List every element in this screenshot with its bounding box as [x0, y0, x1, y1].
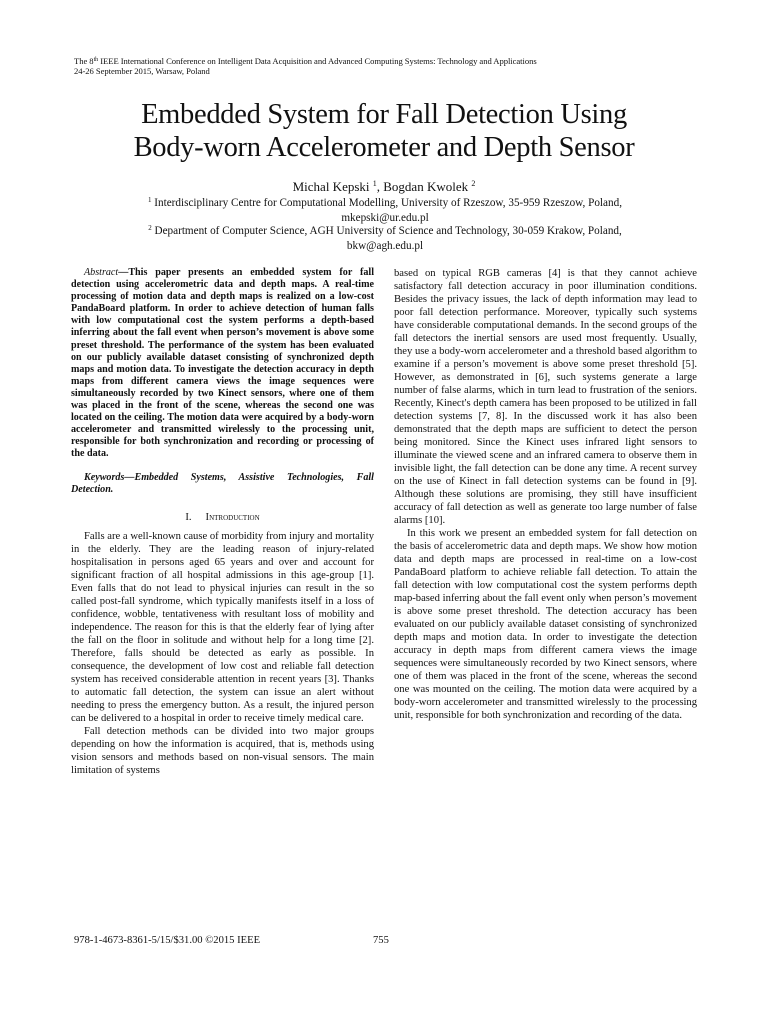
conference-name-rest: IEEE International Conference on Intelligent Data Acquisition and Advanced Computing Systems: Technology and Applications [98, 56, 537, 66]
section-title-initial: I [205, 511, 210, 523]
author-2-affiliation-mark: 2 [471, 179, 476, 188]
conference-header [74, 56, 694, 76]
paper-title [60, 98, 708, 164]
author-separator: , [376, 179, 384, 194]
author-2: Bogdan Kwolek [383, 179, 472, 194]
page-number: 755 [373, 935, 389, 946]
affiliation-2-email: bkw@agh.edu.pl [346, 240, 424, 252]
author-1-affiliation-mark: 1 [372, 179, 377, 188]
section-number: I. [185, 511, 192, 523]
section-heading-introduction [71, 511, 374, 524]
abstract [71, 267, 374, 461]
footer-isbn: 978-1-4673-8361-5/15/$31.00 ©2015 IEEE [74, 935, 261, 946]
conference-dates: 24-26 September 2015, Warsaw, Poland [74, 66, 210, 76]
affiliation-1-mark: 1 [147, 196, 152, 204]
section-title-rest: ntroduction [209, 511, 260, 523]
paper-title-line-2: Body-worn Accelerometer and Depth Sensor [133, 132, 635, 163]
affiliation-2-institution: Department of Computer Science, AGH University of Science and Technology, 30-059 Krakow, Poland, [151, 225, 622, 237]
affiliation-1 [100, 196, 670, 226]
affiliation-2-text [100, 224, 670, 239]
left-column [71, 267, 374, 777]
affiliation-1-email: mkepski@ur.edu.pl [341, 212, 429, 224]
paper-title-line-1: Embedded System for Fall Detection Using [141, 99, 627, 130]
author-list [74, 179, 694, 195]
affiliation-1-text [100, 196, 670, 211]
body-paragraph: based on typical RGB cameras [4] is that they cannot achieve satisfactory fall detection accuracy in poor illumination conditions. Besides the privacy issues, the lack of depth information may lead to poor fall detection performance. Moreover, typically such systems have considerable computational demands. In the second groups of the fall detectors the inertial sensors are used most frequently. Usually, they use a body-worn accelerometer and a threshold based algorithm to examine if a person’s movement is above some preset threshold [5]. However, as demonstrated in [6], such systems generate a large number of false alarms, which in turn lead to frustration of the seniors. Recently, Kinect's depth camera has been proposed to be utilized in fall detection systems [7, 8]. In the discussed work it has also been demonstrated that the depth maps are sufficient to detect the person being monitored. Since the Kinect uses infrared light sensors to illuminate the viewed scene and an infrared camera to observe them in invisible light, the fall detection can be done any time. A recent survey on the use of Kinect in fall detection systems can be found in [9]. Although these solutions are promising, they still have insufficient accuracy of fall detection as well as generate too large number of false alarms [10]. [394, 268, 697, 526]
affiliation-2-mark: 2 [148, 224, 152, 232]
conference-ordinal-suffix: th [93, 57, 99, 63]
author-1: Michal Kepski [292, 179, 373, 194]
conference-name [74, 56, 694, 66]
abstract-label: Abstract [84, 267, 119, 278]
body-paragraph: Fall detection methods can be divided into two major groups depending on how the information is acquired, that is, methods using vision sensors and methods based on non-visual sensors. The main limitation of systems [71, 725, 374, 776]
right-column [394, 267, 697, 722]
affiliation-1-institution: Interdisciplinary Centre for Computational Modelling, University of Rzeszow, 35-959 Rzeszow, Poland, [151, 197, 622, 209]
affiliation-2 [100, 224, 670, 254]
body-paragraph: In this work we present an embedded system for fall detection on the basis of accelerometric data and depth maps. We show how motion data and depth maps are processed in real-time on a low-cost PandaBoard platform to achieve reliable fall detection. To attain the fall detection with low computational cost the system performs depth map-based inferring about the fall event only when person’s movement is above some preset threshold. The detection accuracy has been evaluated on our publicly available dataset consisting of synchronized depth maps and motion data. In order to investigate the detection accuracy in depth maps from different camera views the image sequences were simultaneously recorded by two Kinect sensors, where one of them was placed in the front of the scene, whereas the second one was mounted on the ceiling. The motion data were acquired by a body-worn accelerometer and transmitted wirelessly to the processing unit, responsible for both synchronization and recording of the data. [394, 528, 697, 721]
abstract-text: —This paper presents an embedded system for fall detection using accelerometric data and depth maps. A real-time processing of motion data and depth maps is realized on a low-cost PandaBoard platform. In order to achieve detection of human falls with low computational cost the system performs a depth-based inferring about the fall event when person’s movement is above some preset threshold. The performance of the system has been evaluated on our publicly available dataset consisting of synchronized depth maps and motion data. To investigate the detection accuracy in depth maps from different camera views the image sequences were simultaneously recorded by two Kinect sensors, where one of them was placed in the front of the scene, whereas the second one was located on the ceiling. The motion data were acquired by a body-worn accelerometer and transmitted wirelessly to the processing unit, responsible for both synchronization and recording or processing of the data. [71, 267, 374, 460]
body-paragraph: Falls are a well-known cause of morbidity from injury and mortality in the elderly. They are the leading reason of injury-related hospitalisation in persons aged 65 years and over and account for significant fraction of all hospital admissions in this age-group [1]. Even falls that do not lead to physical injuries can result in the so called post-fall syndrome, which typically manifests itself in a loss of confidence, wobble, tentativeness with resultant loss of mobility and independence. The reason for this is that the elderly fear of lying after the fall on the floor in solitude and without help for a long time [2]. Therefore, falls should be detected as early as possible. In consequence, the development of low cost and reliable fall detection system has received considerable attention in recent years [3]. Thanks to automatic fall detection, the system can issue an alert without needing to press the emergency button. As a result, the injured person can be delivered to a hospital in order to receive timely medical care. [71, 530, 374, 724]
keywords: Keywords—Embedded Systems, Assistive Technologies, Fall Detection. [71, 471, 374, 495]
conference-name-prefix: The 8 [74, 56, 94, 66]
